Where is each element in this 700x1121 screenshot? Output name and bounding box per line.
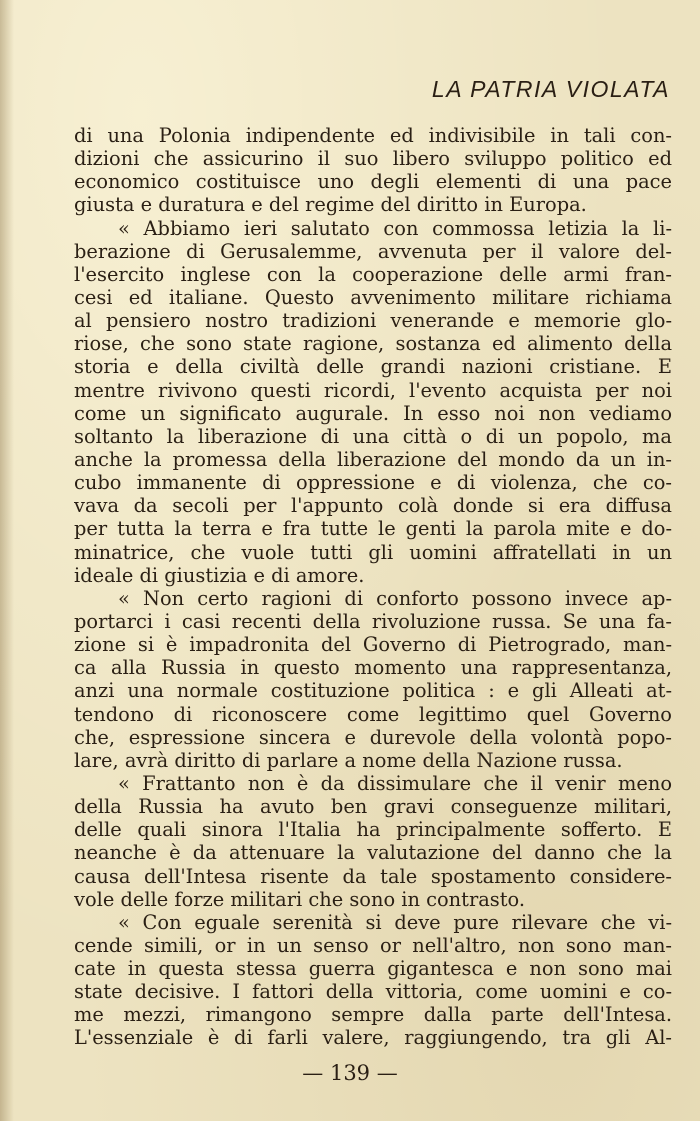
text-line: vole delle forze militari che sono in contrasto.	[74, 887, 526, 911]
text-line: mentre rivivono questi ricordi, l'evento acquista per noi	[74, 378, 672, 402]
text-line: ca alla Russia in questo momento una rappresentanza,	[74, 656, 672, 680]
text-line: storia e della civiltà delle grandi nazioni cristiane. E	[74, 355, 672, 379]
text-line: dizioni che assicurino il suo libero sviluppo politico ed	[74, 147, 672, 171]
binding-shadow	[0, 0, 14, 1121]
text-line: come un significato augurale. In esso noi non vediamo	[74, 401, 672, 425]
text-line: L'essenziale è di farli valere, raggiungendo, tra gli Al-	[74, 1026, 672, 1050]
text-line: « Abbiamo ieri salutato con commossa letizia la li-	[118, 216, 672, 240]
text-line: soltanto la liberazione di una città o di un popolo, ma	[74, 424, 672, 448]
text-line: anzi una normale costituzione politica : e gli Alleati at-	[74, 679, 672, 703]
body-text	[74, 124, 672, 1050]
text-line: della Russia ha avuto ben gravi conseguenze militari,	[74, 795, 672, 819]
text-line: cate in questa stessa guerra gigantesca e non sono mai	[74, 957, 672, 981]
text-line: giusta e duratura e del regime del diritto in Europa.	[74, 193, 587, 217]
text-line: « Frattanto non è da dissimulare che il venir meno	[118, 771, 672, 795]
text-line: causa dell'Intesa risente da tale spostamento considere-	[74, 864, 672, 888]
text-line: riose, che sono state ragione, sostanza ed alimento della	[74, 332, 672, 356]
text-line: anche la promessa della liberazione del mondo da un in-	[74, 447, 672, 471]
text-line: me mezzi, rimangono sempre dalla parte dell'Intesa.	[74, 1003, 672, 1027]
text-line: state decisive. I fattori della vittoria, come uomini e co-	[74, 980, 672, 1004]
text-line: zione si è impadronita del Governo di Pietrogrado, man-	[74, 633, 672, 657]
text-line: ideale di giustizia e di amore.	[74, 563, 365, 587]
text-line: tendono di riconoscere come legittimo quel Governo	[74, 702, 672, 726]
text-line: portarci i casi recenti della rivoluzione russa. Se una fa-	[74, 609, 672, 633]
running-header: LA PATRIA VIOLATA	[431, 76, 670, 102]
text-line: delle quali sinora l'Italia ha principalmente sofferto. E	[74, 818, 672, 842]
text-line: cubo immanente di oppressione e di violenza, che co-	[74, 471, 672, 495]
text-line: lare, avrà diritto di parlare a nome della Nazione russa.	[74, 748, 623, 772]
text-line: vava da secoli per l'appunto colà donde si era diffusa	[74, 494, 672, 518]
text-line: l'esercito inglese con la cooperazione delle armi fran-	[74, 262, 672, 286]
text-line: economico costituisce uno degli elementi di una pace	[74, 170, 672, 194]
text-line: per tutta la terra e fra tutte le genti la parola mite e do-	[74, 517, 672, 541]
text-line: neanche è da attenuare la valutazione del danno che la	[74, 841, 672, 865]
text-line: berazione di Gerusalemme, avvenuta per il valore del-	[74, 239, 672, 263]
text-line: cende simili, or in un senso or nell'altro, non sono man-	[74, 933, 672, 957]
text-line: minatrice, che vuole tutti gli uomini affratellati in un	[74, 540, 672, 564]
text-line: cesi ed italiane. Questo avvenimento militare richiama	[74, 285, 672, 309]
text-line: « Con eguale serenità si deve pure rilevare che vi-	[118, 910, 672, 934]
text-line: al pensiero nostro tradizioni venerande e memorie glo-	[74, 309, 672, 333]
page-number: — 139 —	[302, 1061, 398, 1085]
text-line: che, espressione sincera e durevole della volontà popo-	[74, 725, 672, 749]
text-line: « Non certo ragioni di conforto possono invece ap-	[118, 586, 672, 610]
text-line: di una Polonia indipendente ed indivisibile in tali con-	[74, 124, 672, 147]
